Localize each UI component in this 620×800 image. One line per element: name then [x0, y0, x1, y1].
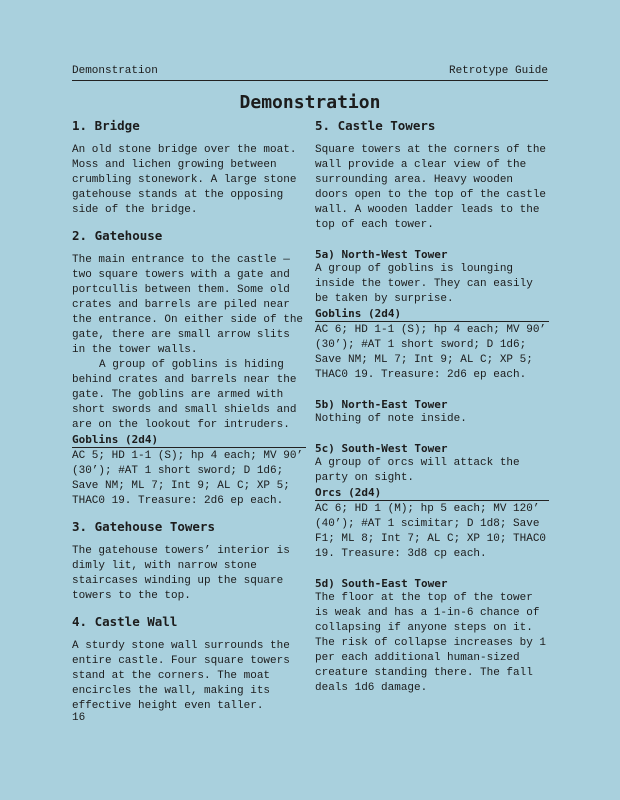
subsection-nw-tower-text: A group of goblins is lounging inside the tower. They can easily be taken by surprise. — [315, 263, 533, 305]
section-castle-towers-text: Square towers at the corners of the wall provide a clear view of the surrounding area. Heavy wooden doors open to the top of the castle wall. A wooden ladder leads to the top of each tower. — [315, 144, 547, 231]
subsection-ne-tower-title: 5b) North-East Tower — [315, 398, 448, 411]
header-right: Retrotype Guide — [448, 65, 548, 77]
subsection-nw-tower-title: 5a) North-West Tower — [315, 248, 448, 261]
left-column — [72, 118, 306, 714]
section-gatehouse-text: The main entrance to the castle — two square towers with a gate and portcullis between them. Some old crates and barrels are piled near the entrance. On either side of the gate, there are small arrow slits in the tower walls. — [72, 254, 304, 356]
subsection-sw-tower-title: 5c) South-West Tower — [315, 442, 448, 455]
section-gatehouse-towers-title: 3. Gatehouse Towers — [72, 519, 215, 534]
header-left: Demonstration — [72, 65, 158, 77]
orcs-stat-block: AC 6; HD 1 (M); hp 5 each; MV 120’ (40’); #AT 1 scimitar; D 1d8; Save F1; ML 8; Int 7; AL C; XP 10; THAC0 19. Treasure: 3d8 cp each. — [315, 503, 547, 560]
section-castle-towers-title: 5. Castle Towers — [315, 118, 436, 133]
section-bridge-title: 1. Bridge — [72, 118, 140, 133]
section-gatehouse-title: 2. Gatehouse — [72, 228, 163, 243]
section-castle-wall-text: A sturdy stone wall surrounds the entire castle. Four square towers stand at the corners. The moat encircles the wall, making its effective height even taller. — [72, 640, 290, 712]
section-gatehouse-text-2: A group of goblins is hiding behind crates and barrels near the gate. The goblins are armed with short swords and small shields and are on the lookout for intruders. — [72, 359, 297, 431]
goblins-stat-name: Goblins (2d4) — [72, 433, 306, 448]
section-bridge-text: An old stone bridge over the moat. Moss and lichen growing between crumbling stonework. A large stone gatehouse stands at the opposing side of the bridge. — [72, 144, 297, 216]
section-castle-wall-title: 4. Castle Wall — [72, 614, 178, 629]
nw-goblins-stat-block: AC 6; HD 1-1 (S); hp 4 each; MV 90’ (30’); #AT 1 short sword; D 1d6; Save NM; ML 7; Int 9; AL C; XP 5; THAC0 19. Treasure: 2d6 ep each. — [315, 324, 547, 381]
subsection-sw-tower-text: A group of orcs will attack the party on sight. — [315, 457, 520, 484]
subsection-se-tower-text: The floor at the top of the tower is weak and has a 1-in-6 chance of collapsing if anyone steps on it. The risk of collapse increases by 1 per each additional human-sized creature standing there. The fall deals 1d6 damage. — [315, 592, 547, 694]
subsection-ne-tower-text: Nothing of note inside. — [315, 413, 467, 425]
goblins-stat-block: AC 5; HD 1-1 (S); hp 4 each; MV 90’ (30’); #AT 1 short sword; D 1d6; Save NM; ML 7; Int 9; AL C; XP 5; THAC0 19. Treasure: 2d6 ep each. — [72, 450, 304, 507]
orcs-stat-name: Orcs (2d4) — [315, 486, 549, 501]
nw-goblins-stat-name: Goblins (2d4) — [315, 307, 549, 322]
subsection-se-tower-title: 5d) South-East Tower — [315, 577, 448, 590]
running-header — [72, 64, 548, 81]
section-gatehouse-towers-text: The gatehouse towers’ interior is dimly lit, with narrow stone staircases winding up the square towers to the top. — [72, 545, 290, 602]
right-column — [315, 118, 549, 696]
page-number: 16 — [72, 712, 86, 724]
page-title: Demonstration — [239, 92, 381, 113]
